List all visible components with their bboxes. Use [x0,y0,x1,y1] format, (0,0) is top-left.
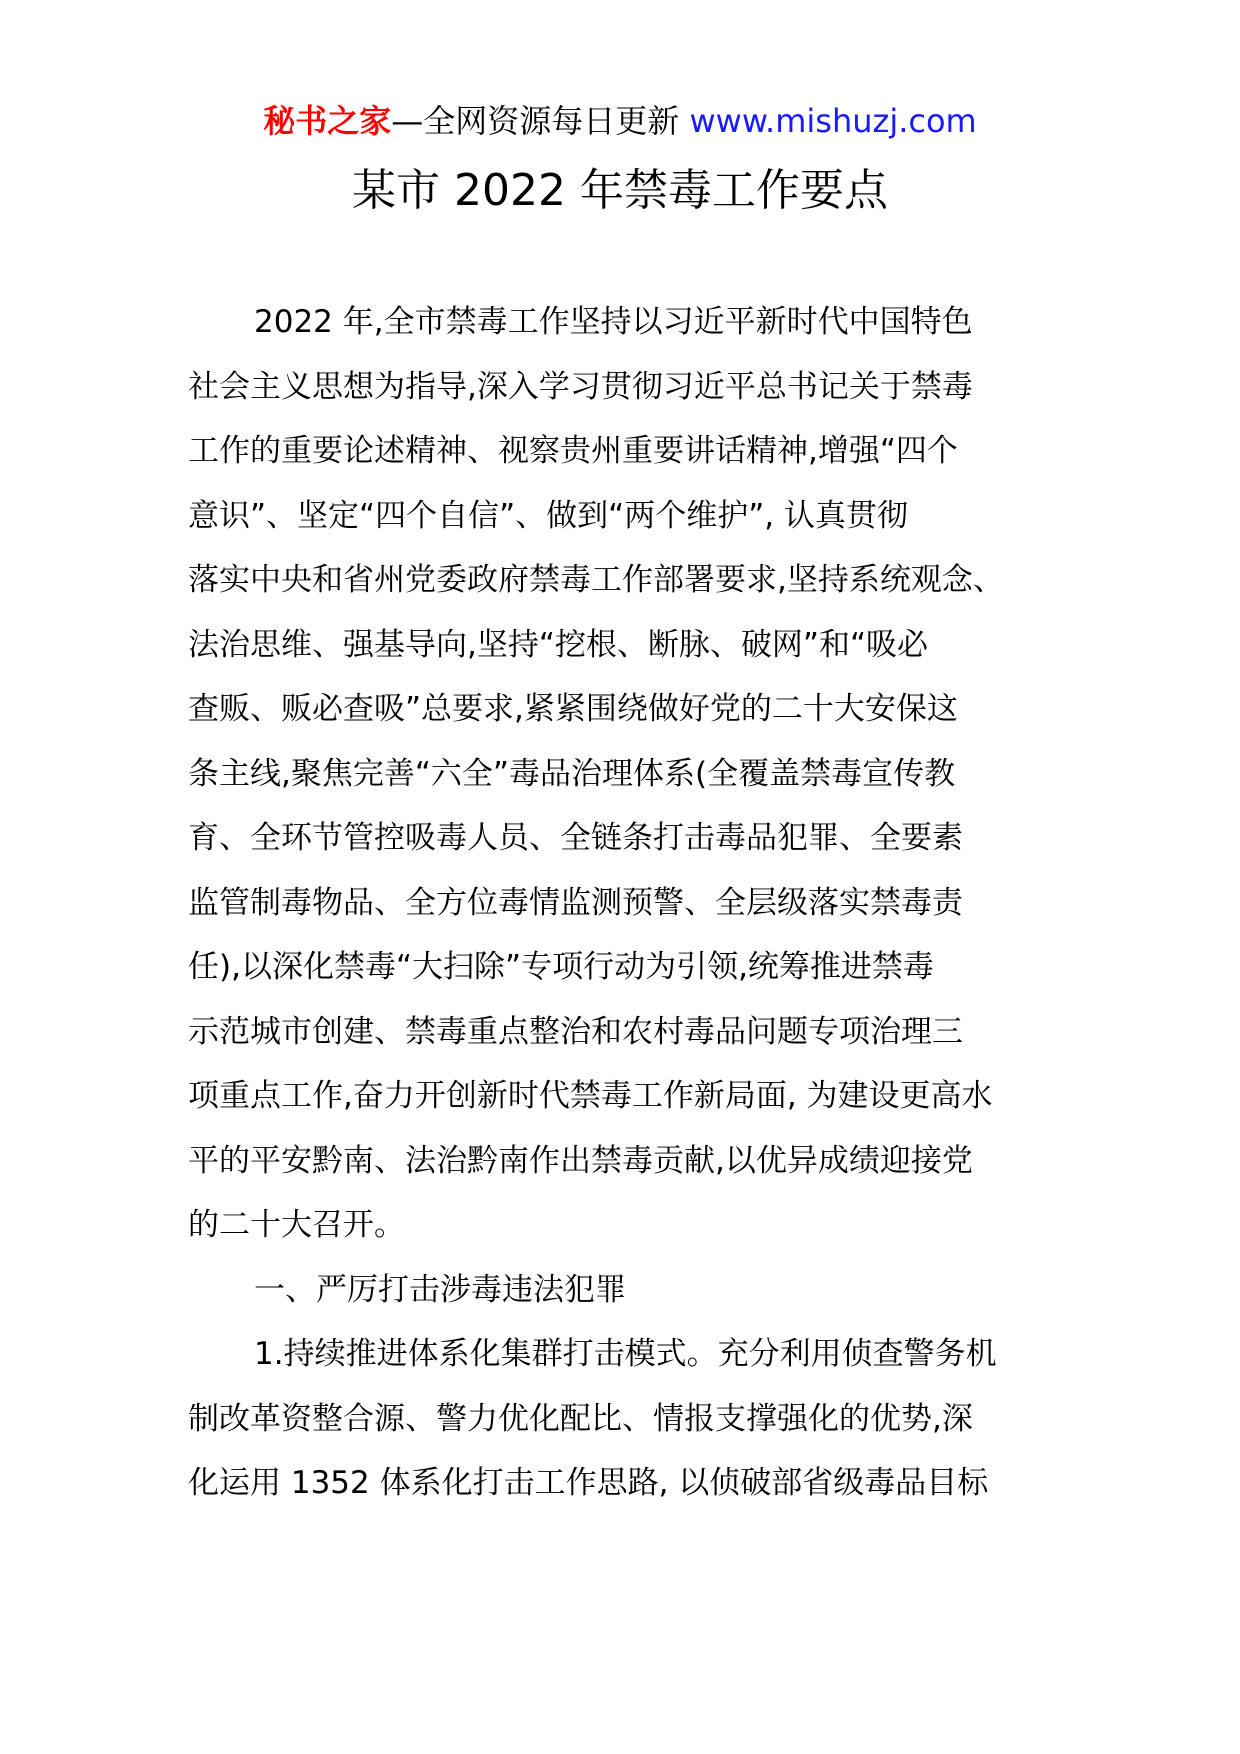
paragraph-line: 2022 年,全市禁毒工作坚持以习近平新时代中国特色 [254,304,973,340]
paragraph-line: 示范城市创建、禁毒重点整治和农村毒品问题专项治理三 [188,1013,963,1050]
document-body [188,290,1068,1516]
paragraph-line: 法治思维、强基导向,坚持“挖根、断脉、破网”和“吸必 [188,626,929,663]
paragraph-line: 社会主义思想为指导,深入学习贯彻习近平总书记关于禁毒 [188,368,973,405]
paragraph-line: 化运用 1352 体系化打击工作思路, 以侦破部省级毒品目标 [188,1465,989,1501]
document-title: 某市 2022 年禁毒工作要点 [352,165,888,216]
section-heading: 一、严厉打击涉毒违法犯罪 [254,1271,626,1308]
paragraph-line: 落实中央和省州党委政府禁毒工作部署要求,坚持系统观念、 [188,562,1004,598]
paragraph-line: 任),以深化禁毒“大扫除”专项行动为引领,统筹推进禁毒 [188,949,934,985]
paragraph-line: 条主线,聚焦完善“六全”毒品治理体系(全覆盖禁毒宣传教 [188,755,956,792]
paragraph-line: 项重点工作,奋力开创新时代禁毒工作新局面, 为建设更高水 [188,1078,993,1114]
brand-name: 秘书之家 [263,102,392,140]
paragraph-line: 制改革资整合源、警力优化配比、情报支撑强化的优势,深 [188,1400,973,1437]
header-tagline: —全网资源每日更新 [391,102,690,140]
paragraph-line: 意识”、坚定“四个自信”、做到“两个维护”, 认真贯彻 [188,497,909,534]
paragraph-line: 1.持续推进体系化集群打击模式。充分利用侦查警务机 [254,1336,997,1372]
paragraph-line: 监管制毒物品、全方位毒情监测预警、全层级落实禁毒责 [188,884,963,921]
site-header [0,98,1240,144]
paragraph-line: 工作的重要论述精神、视察贵州重要讲话精神,增强“四个 [188,433,958,469]
site-url-link[interactable]: www.mishuzj.com [689,102,977,140]
paragraph-line: 查贩、贩必查吸”总要求,紧紧围绕做好党的二十大安保这 [188,691,958,727]
paragraph-line: 的二十大召开。 [188,1207,405,1243]
paragraph-line: 育、全环节管控吸毒人员、全链条打击毒品犯罪、全要素 [188,820,963,856]
paragraph-line: 平的平安黔南、法治黔南作出禁毒贡献,以优异成绩迎接党 [188,1142,973,1179]
